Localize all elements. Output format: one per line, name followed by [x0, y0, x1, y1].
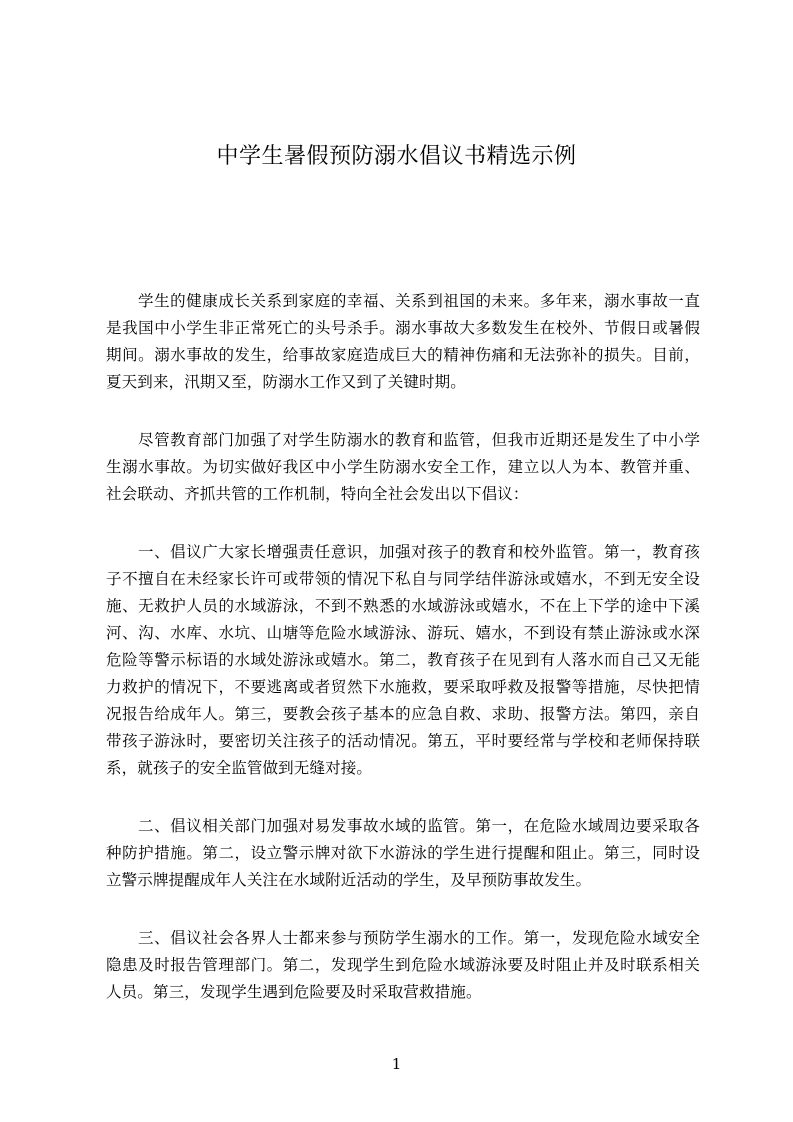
paragraph-intro: 学生的健康成长关系到家庭的幸福、关系到祖国的未来。多年来，溺水事故一直是我国中小学生非正常死亡的头号杀手。溺水事故大多数发生在校外、节假日或暑假期间。溺水事故的发生，给事故家庭造成巨大的精神伤痛和无法弥补的损失。目前，夏天到来，汛期又至，防溺水工作又到了关键时期。: [106, 292, 700, 391]
paragraph-proposal-parents: 一、倡议广大家长增强责任意识，加强对孩子的教育和校外监管。第一，教育孩子不擅自在未经家长许可或带领的情况下私自与同学结伴游泳或嬉水，不到无安全设施、无救护人员的水域游泳，不到不熟悉的水域游泳或嬉水，不在上下学的途中下溪河、沟、水库、水坑、山塘等危险水域游泳、游玩、嬉水，不到设有禁止游泳或水深危险等警示标语的水域处游泳或嬉水。第二，教育孩子在见到有人落水而自己又无能力救护的情况下，不要逃离或者贸然下水施救，要采取呼救及报警等措施，尽快把情况报告给成年人。第三，要教会孩子基本的应急自救、求助、报警方法。第四，亲自带孩子游泳时，要密切关注孩子的活动情况。第五，平时要经常与学校和老师保持联系，就孩子的安全监管做到无缝对接。: [106, 543, 700, 777]
page-number: 1: [391, 1055, 402, 1073]
document-title: 中学生暑假预防溺水倡议书精选示例: [216, 144, 577, 169]
document-body: [106, 288, 700, 1037]
paragraph-proposal-society: 三、倡议社会各界人士都来参与预防学生溺水的工作。第一，发现危险水域安全隐患及时报告管理部门。第二，发现学生到危险水域游泳要及时阻止并及时联系相关人员。第三，发现学生遇到危险要及时采取营救措施。: [106, 929, 700, 1001]
paragraph-proposal-departments: 二、倡议相关部门加强对易发事故水域的监管。第一，在危险水域周边要采取各种防护措施。第二，设立警示牌对欲下水游泳的学生进行提醒和阻止。第三，同时设立警示牌提醒成年人关注在水域附近活动的学生，及早预防事故发生。: [106, 817, 700, 889]
paragraph-context: 尽管教育部门加强了对学生防溺水的教育和监管，但我市近期还是发生了中小学生溺水事故。为切实做好我区中小学生防溺水安全工作，建立以人为本、教管并重、社会联动、齐抓共管的工作机制，特向全社会发出以下倡议：: [106, 431, 700, 503]
